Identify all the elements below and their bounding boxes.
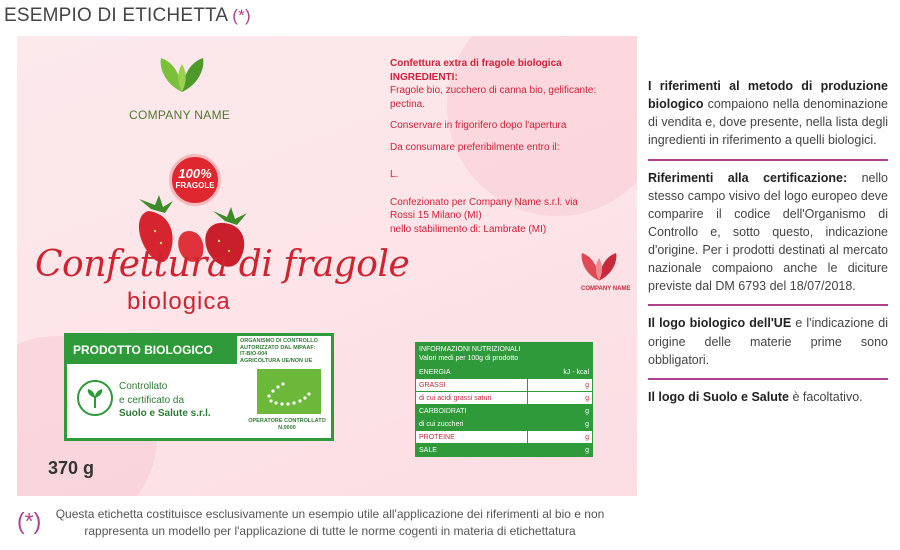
leaf-logo-small-icon <box>577 249 621 283</box>
badge-percent: 100% <box>178 166 212 181</box>
organic-certification-box <box>64 333 334 441</box>
note-eu-logo: Il logo biologico dell'UE e l'indicazione di origine delle materie prime sono obbligatori. <box>648 316 888 367</box>
table-row: ENERGIA kJ - kcal <box>416 366 592 379</box>
nutrition-header: INFORMAZIONI NUTRIZIONALI Valori medi per 100g di prodotto <box>416 343 592 365</box>
company-name: COMPANY NAME <box>129 108 231 122</box>
ingredients-label: INGREDIENTI: <box>390 71 458 83</box>
company-name-small: COMPANY NAME <box>581 286 631 292</box>
cert-operator: OPERATORE CONTROLLATO N.0000 <box>248 418 326 431</box>
product-title-subtitle: biologica <box>127 288 231 315</box>
plant-icon <box>79 382 111 414</box>
footnote-asterisk: (*) <box>17 508 42 534</box>
suolo-e-salute-seal-icon <box>77 380 113 416</box>
divider <box>648 378 888 380</box>
nutrition-facts-table <box>415 342 593 457</box>
best-before: Da consumare preferibilmente entro il: <box>390 141 560 153</box>
net-weight: 370 g <box>48 458 95 478</box>
table-row: SALE g <box>416 444 592 457</box>
ingredients-list: Fragole bio, zucchero di canna bio, gelificante: pectina. <box>390 85 597 110</box>
table-row: di cui zuccheri g <box>416 418 592 431</box>
table-row: GRASSI g <box>416 379 592 392</box>
page-header <box>4 5 251 27</box>
table-row: PROTEINE g <box>416 431 592 444</box>
plant-location: nello stabilimento di: Lambrate (MI) <box>390 223 547 235</box>
eu-leaf-stars-icon <box>257 369 321 414</box>
divider <box>648 304 888 306</box>
cert-authority: ORGANISMO DI CONTROLLO AUTORIZZATO DAL MIPAAF: IT-BIO-004 AGRICOLTURA UE/NON UE <box>240 338 318 364</box>
note-suolo-logo: Il logo di Suolo e Salute è facoltativo. <box>648 389 863 404</box>
storage-info: Conservare in frigorifero dopo l'apertura <box>390 120 567 131</box>
explanation-notes <box>648 77 888 415</box>
product-name: Confettura extra di fragole biologica <box>390 58 562 69</box>
cert-text: Controllato e certificato da Suolo e Salute s.r.l. <box>119 381 211 419</box>
eu-organic-logo-icon <box>257 369 321 414</box>
label-info-text <box>390 57 620 236</box>
product-label <box>17 36 637 496</box>
footnote-text: Questa etichetta costituisce esclusivamente un esempio utile all'applicazione dei riferimenti al bio e non rappresenta un modello per l'applicazione di tutte le norme cogenti in materia di etichettatura <box>55 507 605 538</box>
cert-heading: PRODOTTO BIOLOGICO <box>67 336 237 364</box>
packed-for: Confezionato per Company Name s.r.l. via Rossi 15 Milano (MI) <box>390 196 578 221</box>
note-certification: Riferimenti alla certificazione: nello stesso campo visivo del logo europeo deve comparire il codice dell'Organismo di Controllo e, sotto questo, indicazione d'origine. Per i prodotti destinati al mercato nazionale compaiono anche le diciture previste dal DM 6793 del 18/07/2018. <box>648 170 888 294</box>
header-asterisk: (*) <box>232 6 251 25</box>
table-row: CARBOIDRATI g <box>416 405 592 418</box>
company-logo <box>137 54 227 94</box>
product-title-script: Confettura di fragole <box>35 244 410 285</box>
note-production-method: I riferimenti al metodo di produzione biologico compaiono nella denominazione di vendita e, dove presente, nella lista degli ingredienti in riferimento a quelli biologici. <box>648 79 888 148</box>
divider <box>648 159 888 161</box>
header-title: ESEMPIO DI ETICHETTA <box>4 5 229 26</box>
badge-text: FRAGOLE <box>175 181 215 190</box>
leaf-logo-icon <box>155 54 209 94</box>
lot-number: L. <box>390 169 399 180</box>
table-row: di cui acidi grassi saturi g <box>416 392 592 405</box>
